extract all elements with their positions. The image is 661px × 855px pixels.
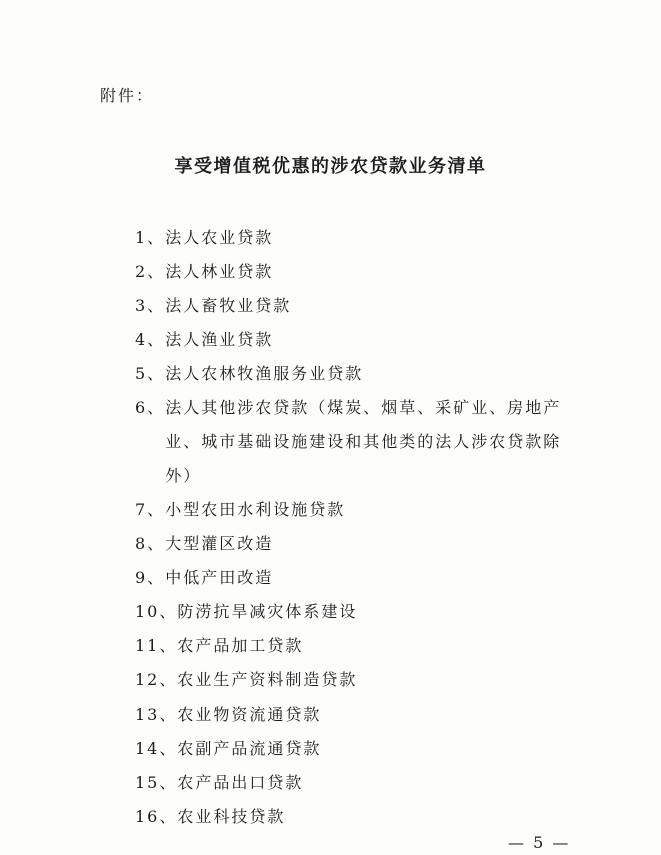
attachment-label: 附件： — [100, 86, 155, 105]
item-text: 中低产田改造 — [165, 568, 274, 587]
list-item-11 — [135, 633, 303, 656]
list-item-16 — [135, 804, 285, 827]
list-item-5 — [135, 361, 363, 384]
item-text: 小型农田水利设施贷款 — [165, 500, 346, 519]
list-item-2 — [135, 259, 273, 282]
item-number: 4、 — [135, 330, 166, 349]
list-item-15 — [135, 770, 303, 793]
item-number: 9、 — [135, 568, 166, 587]
list-item-6-continuation: 业、城市基础设施建设和其他类的法人涉农贷款除 — [165, 432, 562, 451]
page-number: — 5 — — [508, 833, 571, 852]
item-text: 法人农业贷款 — [165, 228, 274, 247]
item-text: 法人林业贷款 — [165, 262, 274, 281]
item-number: 15、 — [135, 773, 178, 792]
item-number: 7、 — [135, 500, 166, 519]
list-item-12 — [135, 667, 357, 690]
item-number: 16、 — [135, 807, 178, 826]
list-item-13 — [135, 702, 321, 725]
list-item-6-continuation: 外） — [165, 466, 202, 485]
item-number: 8、 — [135, 534, 166, 553]
item-text: 农产品加工贷款 — [177, 636, 304, 655]
item-number: 13、 — [135, 705, 178, 724]
list-item-4 — [135, 327, 273, 350]
list-item-14 — [135, 736, 321, 759]
item-number: 5、 — [135, 364, 166, 383]
item-number: 2、 — [135, 262, 166, 281]
item-text: 农副产品流通贷款 — [177, 739, 322, 758]
item-number: 11、 — [135, 636, 178, 655]
document-title: 享受增值税优惠的涉农贷款业务清单 — [174, 156, 487, 177]
item-number: 12、 — [135, 670, 178, 689]
item-text: 法人农林牧渔服务业贷款 — [165, 364, 364, 383]
item-text: 法人渔业贷款 — [165, 330, 274, 349]
list-item-6 — [135, 395, 561, 418]
item-number: 10、 — [135, 602, 178, 621]
item-number: 6、 — [135, 398, 166, 417]
item-text: 农产品出口贷款 — [177, 773, 304, 792]
list-item-8 — [135, 531, 273, 554]
list-item-1 — [135, 225, 273, 248]
item-text: 法人其他涉农贷款（煤炭、烟草、采矿业、房地产 — [165, 398, 562, 417]
list-item-10 — [135, 599, 357, 622]
item-number: 14、 — [135, 739, 178, 758]
item-text: 农业科技贷款 — [177, 807, 286, 826]
item-number: 3、 — [135, 296, 166, 315]
item-text: 大型灌区改造 — [165, 534, 274, 553]
item-text: 法人畜牧业贷款 — [165, 296, 292, 315]
item-text: 农业生产资料制造贷款 — [177, 670, 358, 689]
item-number: 1、 — [135, 228, 166, 247]
list-item-7 — [135, 497, 345, 520]
list-item-9 — [135, 565, 273, 588]
item-text: 农业物资流通贷款 — [177, 705, 322, 724]
list-item-3 — [135, 293, 291, 316]
item-text: 防涝抗旱减灾体系建设 — [177, 602, 358, 621]
